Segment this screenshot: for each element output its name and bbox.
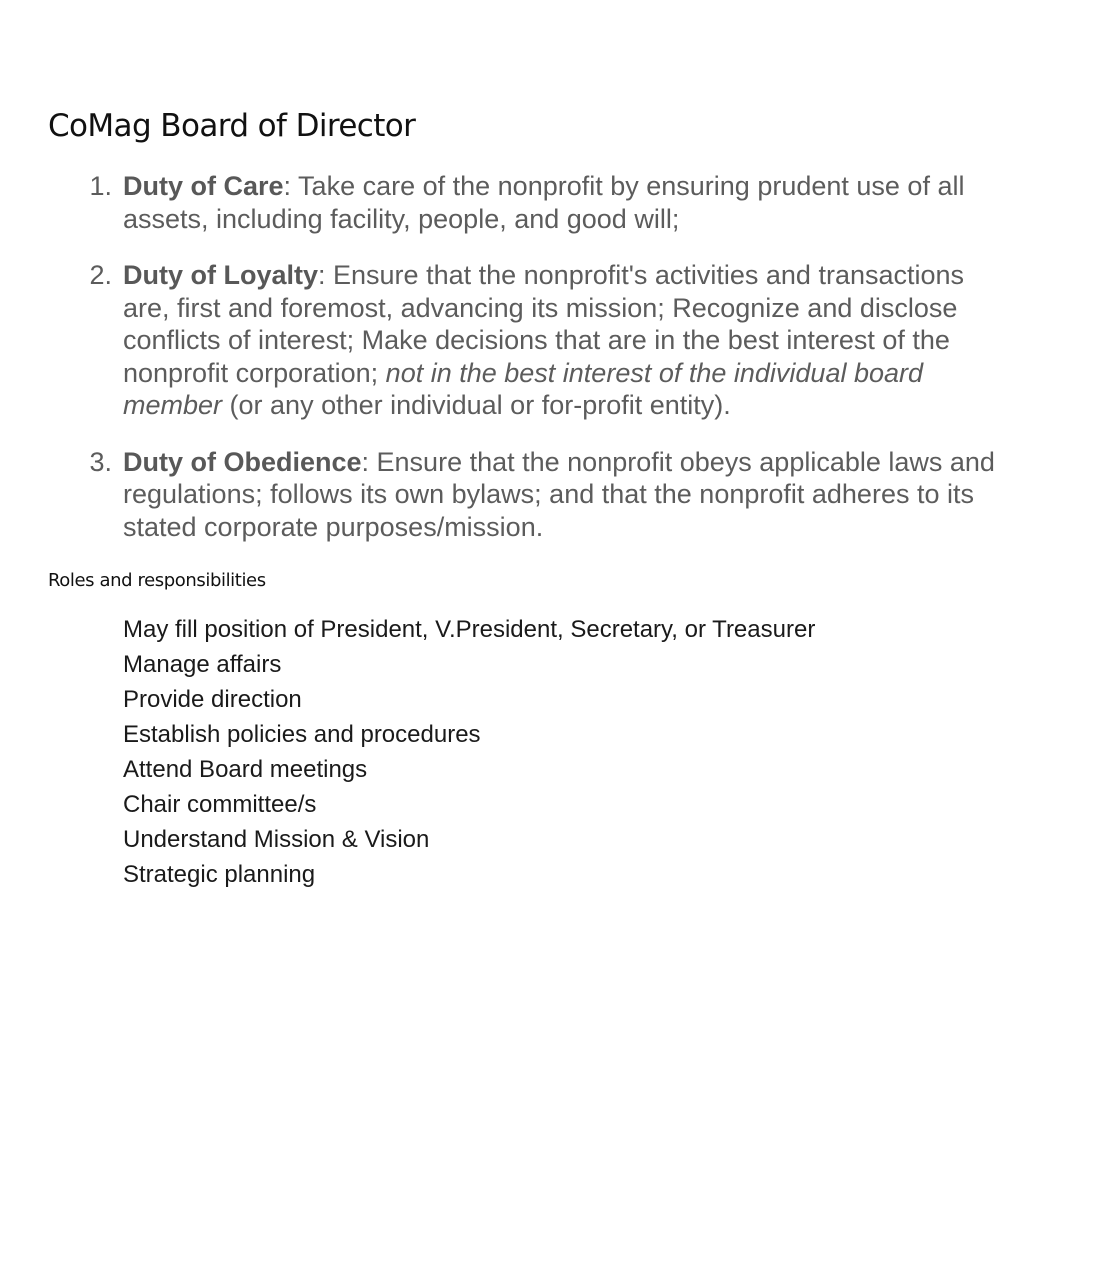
role-item: Attend Board meetings	[123, 756, 368, 783]
role-item: Establish policies and procedures	[123, 721, 481, 748]
duty-number: 2.	[89, 260, 112, 290]
role-item: Provide direction	[123, 686, 302, 713]
duty-term: Duty of Loyalty	[123, 260, 319, 290]
role-item: Manage affairs	[123, 651, 282, 678]
role-item: Chair committee/s	[123, 791, 317, 818]
duty-item-loyalty	[82, 259, 1012, 422]
duties-list	[82, 170, 1012, 567]
document-title: CoMag Board of Director	[48, 108, 416, 144]
role-item: Understand Mission & Vision	[123, 826, 430, 853]
duty-number: 1.	[89, 171, 112, 201]
duty-description: : Ensure that the nonprofit obeys applicable laws and regulations; follows its own bylaws; and that the nonprofit adheres to its stated corporate purposes/mission.	[123, 446, 995, 542]
role-item: May fill position of President, V.President, Secretary, or Treasurer	[123, 616, 816, 643]
duty-description: : Take care of the nonprofit by ensuring prudent use of all assets, including facility, people, and good will;	[123, 171, 965, 234]
role-item: Strategic planning	[123, 861, 316, 888]
duty-emphasis: not in the best interest of the individual board member	[123, 357, 924, 420]
duty-description-continued: (or any other individual or for-profit entity).	[222, 390, 731, 420]
duty-item-care	[82, 170, 1012, 235]
duty-number: 3.	[89, 446, 112, 477]
duty-term: Duty of Care	[123, 171, 284, 201]
duty-item-obedience	[82, 446, 1012, 544]
roles-heading: Roles and responsibilities	[48, 570, 266, 591]
roles-list	[123, 612, 815, 892]
duty-description: : Ensure that the nonprofit's activities and transactions are, first and foremost, advancing its mission; Recognize and disclose conflicts of interest; Make decisions that are in the best interest of the nonprofit corporation;	[123, 260, 965, 388]
duty-term: Duty of Obedience	[123, 446, 362, 477]
